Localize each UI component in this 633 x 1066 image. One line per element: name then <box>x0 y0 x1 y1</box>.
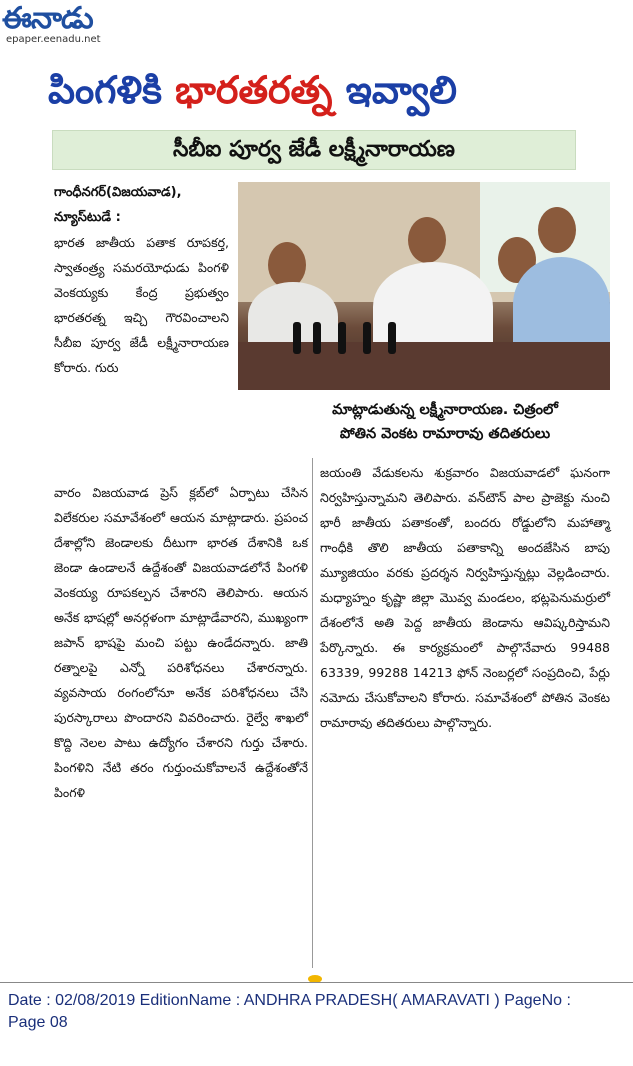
subheadline: సీబీఐ పూర్వ జేడీ లక్ష్మీనారాయణ <box>52 130 576 170</box>
photo-person-4 <box>538 207 576 253</box>
photo-person-4-body <box>513 257 610 352</box>
photo-person-2 <box>408 217 446 263</box>
footer-rule <box>0 982 633 983</box>
article-column-right: జయంతి వేడుకలను శుక్రవారం విజయవాడలో ఘనంగా నిర్వహిస్తున్నామని తెలిపారు. వన్‌టౌన్ పాల ప్రాజెక్టు నుంచి భారీ జాతీయ పతాకంతో, బందరు రోడ్డులోని మహాత్మా గాంధీకి తొలి జాతీయ పతాకాన్ని అందజేసిన బాపు మ్యూజియం వరకు ప్రదర్శన నిర్వహిస్తున్నట్లు వెల్లడించారు. మధ్యాహ్నం కృష్ణా జిల్లా మొవ్వ మండలం, భట్లపెనుమర్రులో దేశంలోనే అతి పెద్ద జాతీయ జెండాను ఆవిష్కరిస్తామని పేర్కొన్నారు. ఈ కార్యక్రమంలో పాల్గొనేవారు 99488 63339, 99288 14213 ఫోన్ నెంబర్లలో సంప్రదించి, పేర్లు నమోదు చేసుకోవాలని కోరారు. సమావేశంలో పోతిన వెంకట రామారావు తదితరులు పాల్గొన్నారు. <box>320 465 610 730</box>
edition-footer: Date : 02/08/2019 EditionName : ANDHRA PRADESH( AMARAVATI ) PageNo : Page 08 <box>8 992 571 1031</box>
headline-part2: భారతరత్న <box>175 68 333 112</box>
dateline: గాంధీనగర్(విజయవాడ), న్యూస్‌టుడే : <box>54 185 182 225</box>
press-meet-photo <box>238 182 610 390</box>
column-divider <box>312 458 313 968</box>
masthead <box>2 2 162 52</box>
article-column-1 <box>54 180 229 380</box>
mic-icon <box>363 322 371 354</box>
headline <box>48 62 608 118</box>
article-text-col1: భారత జాతీయ పతాక రూపకర్త, స్వాతంత్ర్య సమరయోధుడు పింగళి వెంకయ్యకు కేంద్ర ప్రభుత్వం భారతరత్న ఇచ్చి గౌరవించాలని సీబీఐ పూర్వ జేడీ లక్ష్మీనారాయణ కోరారు. గురు <box>54 235 229 375</box>
mic-icon <box>293 322 301 354</box>
mic-icon <box>338 322 346 354</box>
article-column-left-lower: వారం విజయవాడ ప్రెస్ క్లబ్‌లో ఏర్పాటు చేసిన విలేకరుల సమావేశంలో ఆయన మాట్లాడారు. ప్రపంచ దేశాల్లోని జెండాలకు దీటుగా భారత దేశానికి ఒక జెండా ఉండాలనే ఉద్దేశంతో విజయవాడలోనే పింగళి వెంకయ్య రూపకల్పన చేశారని తెలిపారు. ఆయన అనేక భాషల్లో అనర్గళంగా మాట్లాడేవారని, ముఖ్యంగా జపాన్ భాషపై మంచి పట్టు ఉండేదన్నారు. జాతి రత్నాలపై ఎన్నో పరిశోధనలు చేశారన్నారు. వ్యవసాయ రంగంలోనూ అనేక పరిశోధనలు చేసి పురస్కారాలు పొందారని వివరించారు. రైల్వే శాఖలో కొద్ది నెలల పాటు ఉద్యోగం చేశారని గుర్తు చేశారు. పింగళిని నేటి తరం గుర్తుంచుకోవాలనే ఉద్దేశంతోనే పింగళి <box>54 485 308 800</box>
mic-icon <box>313 322 321 354</box>
headline-part1: పింగళికి <box>48 68 162 112</box>
photo-person-1 <box>268 242 306 288</box>
epaper-site-label: epaper.eenadu.net <box>6 34 101 45</box>
eenadu-logo: ఈనాడు <box>2 1 93 36</box>
mic-icon <box>388 322 396 354</box>
photo-caption-line2: పోతిన వెంకట రామారావు తదితరులు <box>339 426 551 442</box>
headline-part3: ఇవ్వాలి <box>345 68 457 112</box>
photo-caption <box>280 398 610 446</box>
photo-caption-line1: మాట్లాడుతున్న లక్ష్మీనారాయణ. చిత్రంలో <box>332 402 558 418</box>
